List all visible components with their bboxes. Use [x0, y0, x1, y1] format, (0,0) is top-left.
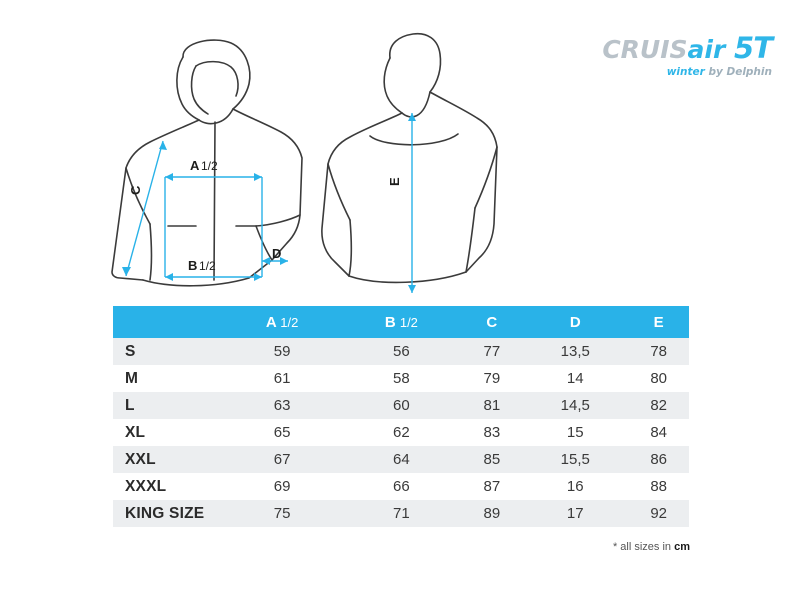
brand-logo-subtitle-by: by Delphin: [704, 66, 772, 78]
header-d-letter: D: [569, 313, 581, 331]
header-a-letter: A: [265, 313, 277, 331]
size-table-head: [113, 306, 689, 338]
cell-b: 64: [341, 446, 461, 473]
dim-label-a: A: [190, 158, 200, 173]
dim-label-b-frac: 1/2: [199, 259, 216, 273]
cell-d: 15: [522, 419, 628, 446]
brand-logo-air: air: [687, 35, 726, 64]
table-row: [113, 338, 689, 365]
table-row: [113, 392, 689, 419]
brand-logo-model: 5T: [734, 31, 772, 65]
cell-a: 75: [223, 500, 341, 527]
table-header-row: [113, 306, 689, 338]
cell-b: 66: [341, 473, 461, 500]
cell-d: 14: [522, 365, 628, 392]
cell-a: 69: [223, 473, 341, 500]
cell-e: 82: [628, 392, 689, 419]
cell-e: 78: [628, 338, 689, 365]
row-size-label: KING SIZE: [113, 500, 223, 527]
brand-logo-cruis: CRUIS: [602, 35, 688, 64]
cell-e: 92: [628, 500, 689, 527]
header-b-frac: 1/2: [399, 314, 418, 330]
dim-label-a-frac: 1/2: [201, 159, 218, 173]
dim-label-b: B: [188, 258, 198, 273]
cell-c: 77: [462, 338, 523, 365]
cell-d: 15,5: [522, 446, 628, 473]
cell-d: 17: [522, 500, 628, 527]
table-row: [113, 473, 689, 500]
cell-c: 87: [462, 473, 523, 500]
cell-e: 84: [628, 419, 689, 446]
jacket-illustrations: [0, 10, 800, 300]
cell-a: 59: [223, 338, 341, 365]
cell-a: 65: [223, 419, 341, 446]
cell-d: 13,5: [522, 338, 628, 365]
cell-b: 71: [341, 500, 461, 527]
table-row: [113, 419, 689, 446]
cell-e: 88: [628, 473, 689, 500]
header-c-letter: C: [486, 313, 498, 331]
dim-label-e: E: [387, 177, 402, 186]
footnote-text: * all sizes in: [612, 541, 675, 553]
footnote-unit: cm: [674, 541, 690, 553]
jacket-back-illustration: [322, 34, 497, 283]
cell-c: 83: [462, 419, 523, 446]
row-size-label: M: [113, 365, 223, 392]
cell-b: 56: [341, 338, 461, 365]
header-e-letter: E: [653, 313, 664, 331]
guide-c-line: [126, 141, 163, 276]
dim-label-d: D: [272, 246, 282, 261]
brand-logo-subtitle-winter: winter: [666, 66, 705, 78]
cell-a: 61: [223, 365, 341, 392]
cell-e: 86: [628, 446, 689, 473]
cell-c: 85: [462, 446, 523, 473]
cell-e: 80: [628, 365, 689, 392]
table-row: [113, 446, 689, 473]
row-size-label: XXXL: [113, 473, 223, 500]
row-size-label: XL: [113, 419, 223, 446]
footnote: [613, 541, 690, 553]
table-row: [113, 500, 689, 527]
header-size: [113, 306, 223, 338]
header-a: [223, 306, 341, 338]
cell-d: 14,5: [522, 392, 628, 419]
cell-a: 63: [223, 392, 341, 419]
header-b-letter: B: [384, 313, 396, 331]
header-b: [341, 306, 461, 338]
size-table-body: [113, 338, 689, 527]
cell-d: 16: [522, 473, 628, 500]
cell-b: 60: [341, 392, 461, 419]
header-e: [628, 306, 689, 338]
dim-label-c: C: [128, 185, 143, 195]
row-size-label: L: [113, 392, 223, 419]
cell-c: 89: [462, 500, 523, 527]
size-table: [113, 306, 689, 527]
cell-c: 81: [462, 392, 523, 419]
measurement-guides: [122, 113, 416, 293]
cell-a: 67: [223, 446, 341, 473]
header-c: [462, 306, 523, 338]
cell-b: 62: [341, 419, 461, 446]
cell-c: 79: [462, 365, 523, 392]
cell-b: 58: [341, 365, 461, 392]
header-d: [522, 306, 628, 338]
row-size-label: S: [113, 338, 223, 365]
row-size-label: XXL: [113, 446, 223, 473]
table-row: [113, 365, 689, 392]
header-a-frac: 1/2: [280, 314, 299, 330]
